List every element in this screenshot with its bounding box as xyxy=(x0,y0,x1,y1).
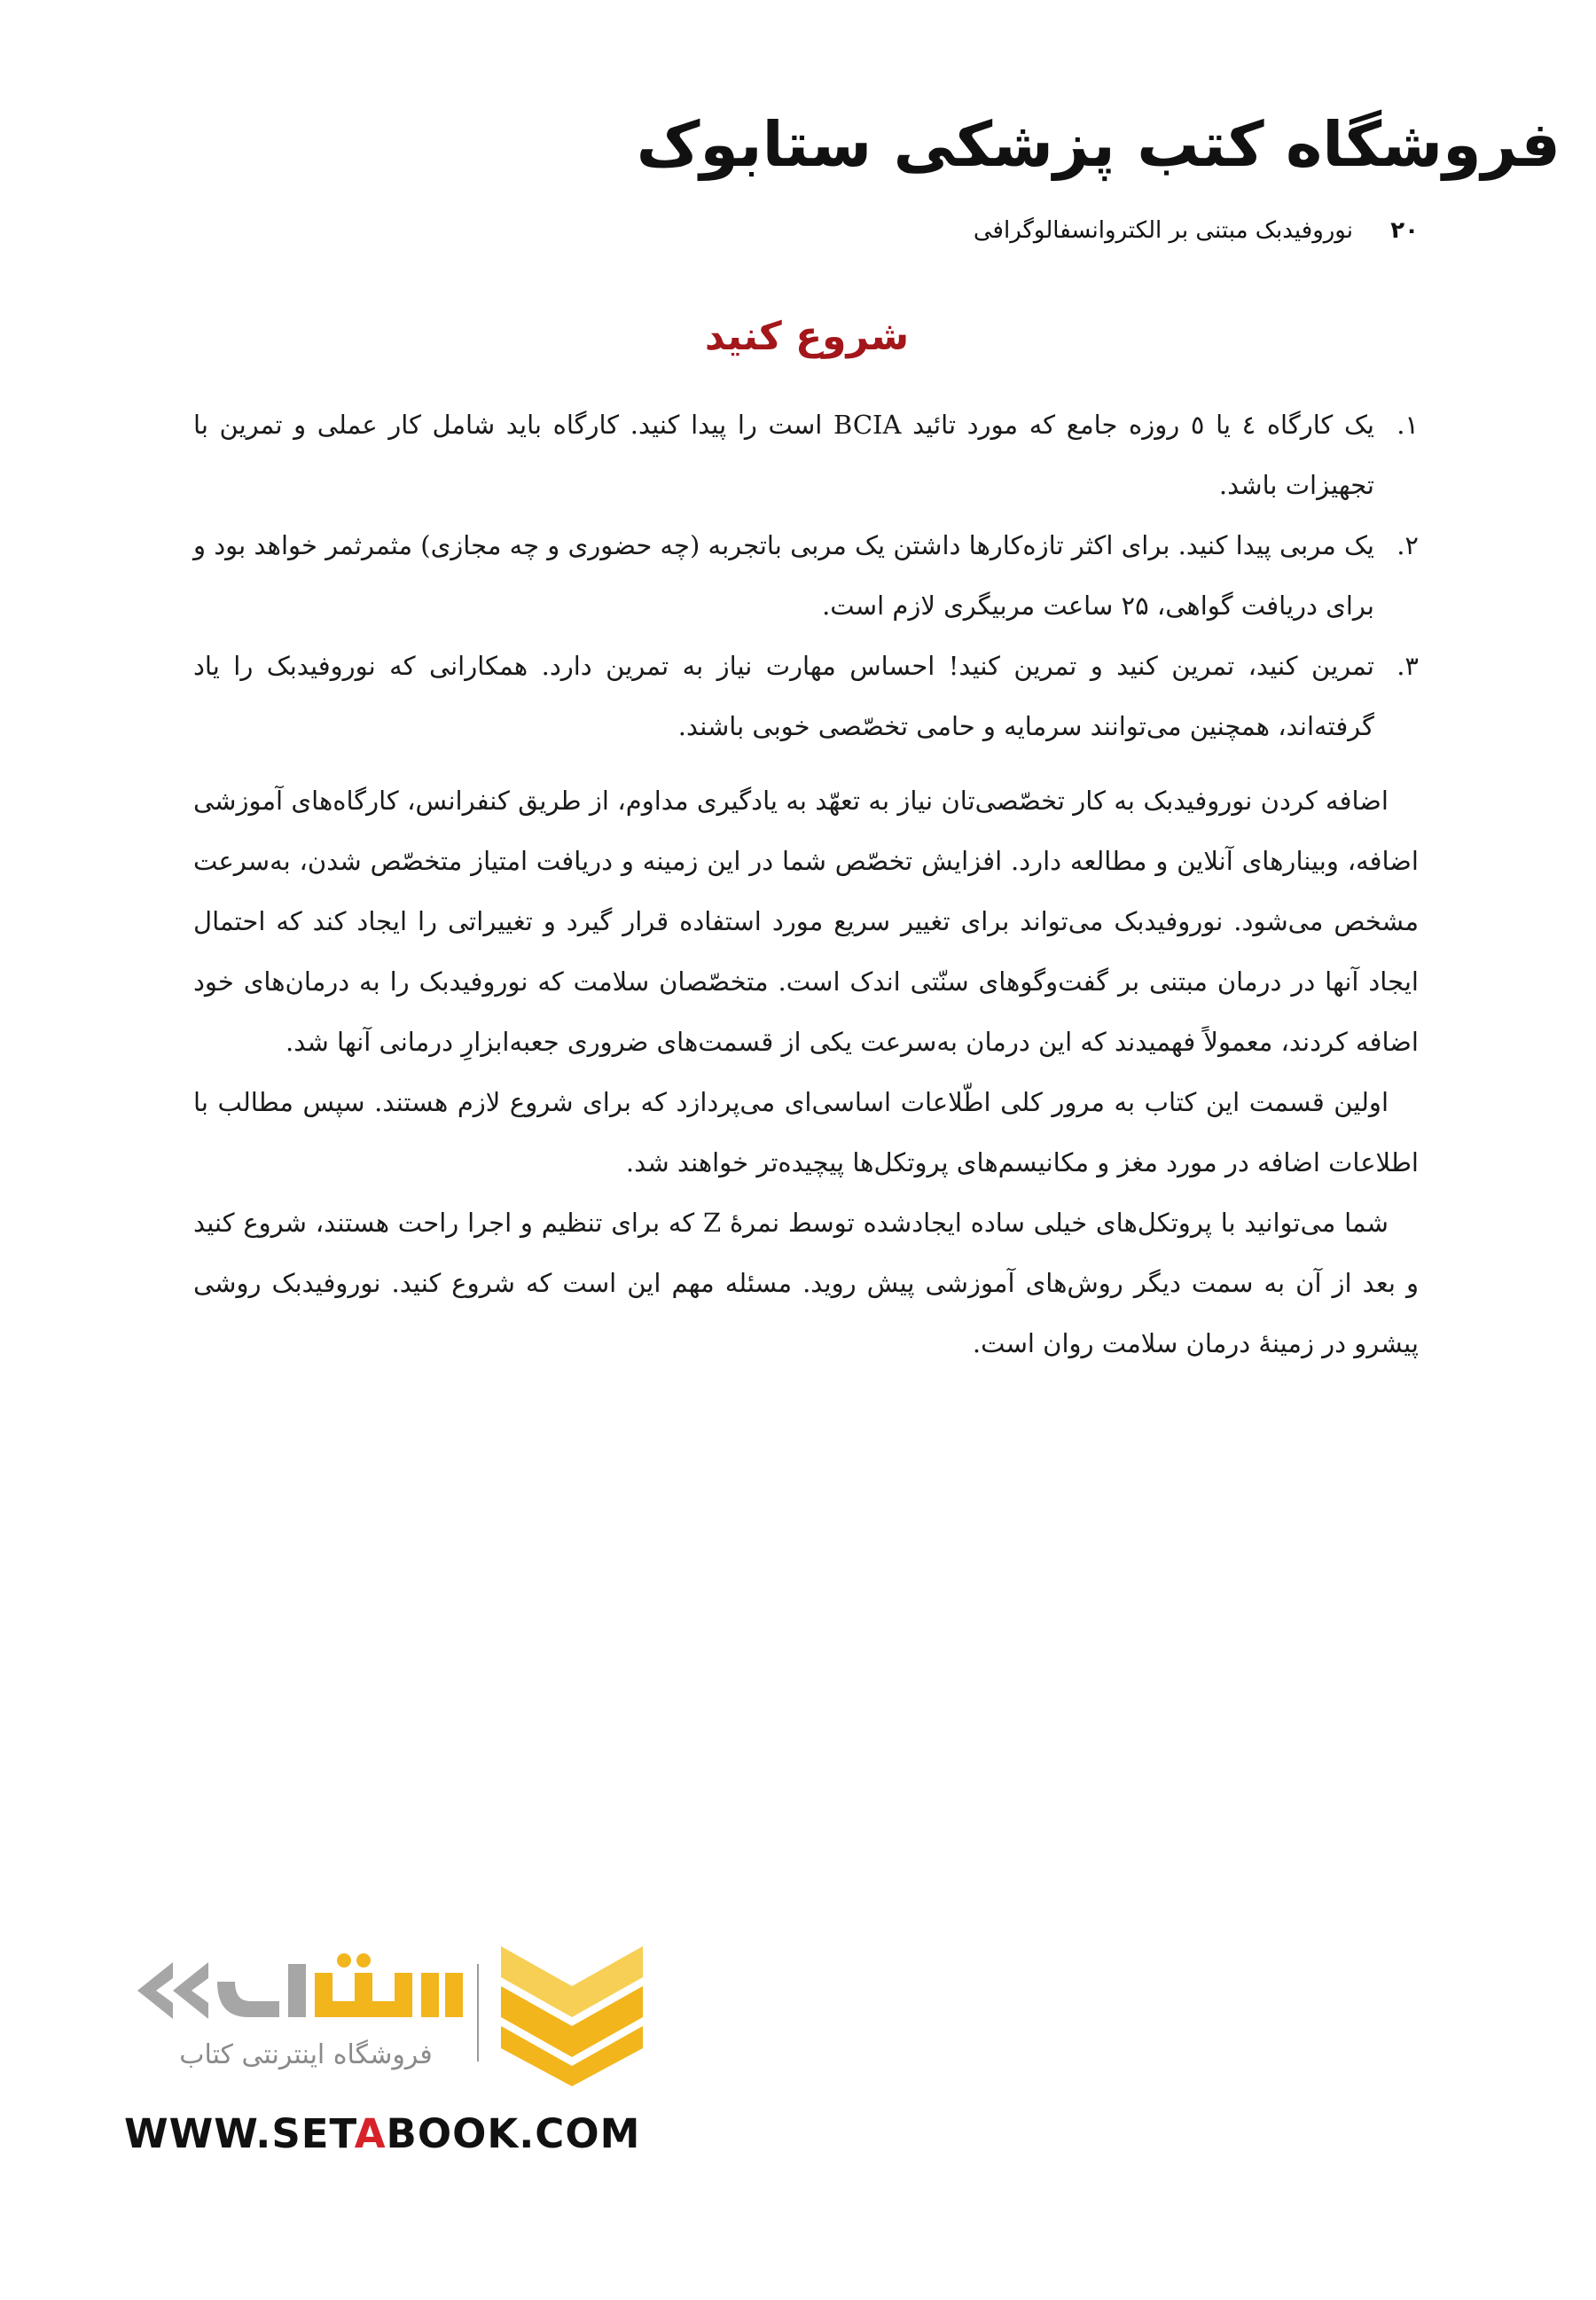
setabook-wordmark-logo xyxy=(124,1946,470,2035)
store-title: فروشگاه کتب پزشکی ستابوک xyxy=(636,108,1561,181)
step-text: تمرین کنید، تمرین کنید و تمرین کنید! احساس مهارت نیاز به تمرین دارد. همکارانی که نوروفیدبک را یاد گرفته‌اند، همچنین می‌توانند سرمایه و حامی تخصّصی خوبی باشند. xyxy=(193,651,1374,741)
logo-tagline: فروشگاه اینترنتی کتاب xyxy=(179,2039,433,2070)
step-number: ۲. xyxy=(1396,530,1419,560)
book-chevron-logo-icon xyxy=(492,1937,652,2088)
paragraph: اولین قسمت این کتاب به مرور کلی اطّلاعات اساسی‌ای می‌پردازد که برای شروع لازم هستند. سپس مطالب با اطلاعات اضافه در مورد مغز و مکانیسم‌های پروتکل‌ها پیچیده‌تر خواهند شد. xyxy=(193,1087,1419,1177)
url-part: WWW.SET xyxy=(124,2110,355,2157)
url-part: BOOK.COM xyxy=(386,2110,641,2157)
list-item xyxy=(193,515,1419,636)
logo-divider xyxy=(477,1964,479,2061)
paragraph: شما می‌توانید با پروتکل‌های خیلی ساده ایجادشده توسط نمرهٔ Z که برای تنظیم و اجرا راحت هستند، شروع کنید و بعد از آن به سمت دیگر روش‌های آموزشی پیش روید. مسئله مهم این است که شروع کنید. نوروفیدبک روشی پیشرو در زمینهٔ درمان سلامت روان است. xyxy=(193,1208,1419,1358)
website-url xyxy=(124,2110,640,2157)
body-text xyxy=(193,395,1419,1373)
step-text: یک کارگاه ٤ یا ٥ روزه جامع که مورد تائید BCIA است را پیدا کنید. کارگاه باید شامل کار عملی و تمرین با تجهیزات باشد. xyxy=(193,410,1375,500)
book-title: نوروفیدبک مبتنی بر الکتروانسفالوگرافی xyxy=(973,217,1353,244)
running-header xyxy=(974,213,1419,248)
page-number: ۲۰ xyxy=(1390,217,1419,244)
paragraph: اضافه کردن نوروفیدبک به کار تخصّصی‌تان نیاز به تعهّد به یادگیری مداوم، از طریق کنفرانس، کارگاه‌های آموزشی اضافه، وبینارهای آنلاین و مطالعه دارد. افزایش تخصّص شما در این زمینه و دریافت امتیاز متخصّص شدن، به‌سرعت مشخص می‌شود. نوروفیدبک می‌تواند برای تغییر سریع مورد استفاده قرار گیرد و تغییراتی را ایجاد کند که احتمال ایجاد آنها در درمان مبتنی بر گفت‌وگوهای سنّتی اندک است. متخصّصان سلامت که نوروفیدبک را به درمان‌های خود اضافه کردند، معمولاً فهمیدند که این درمان به‌سرعت یکی از قسمت‌های ضروری جعبه‌ابزارِ درمانی آنها شد. xyxy=(193,786,1419,1057)
step-number: ۱. xyxy=(1396,410,1419,440)
steps-list xyxy=(193,395,1419,756)
step-text: یک مربی پیدا کنید. برای اکثر تازه‌کارها داشتن یک مربی باتجربه (چه حضوری و چه مجازی) مثمرثمر خواهد بود و برای دریافت گواهی، ۲۵ ساعت مربیگری لازم است. xyxy=(193,530,1374,621)
list-item xyxy=(193,395,1419,515)
section-heading: شروع کنید xyxy=(704,314,910,359)
url-accent-letter: A xyxy=(354,2110,387,2157)
list-item xyxy=(193,636,1419,756)
step-number: ۳. xyxy=(1396,651,1419,681)
setabook-logo xyxy=(124,1937,692,2194)
